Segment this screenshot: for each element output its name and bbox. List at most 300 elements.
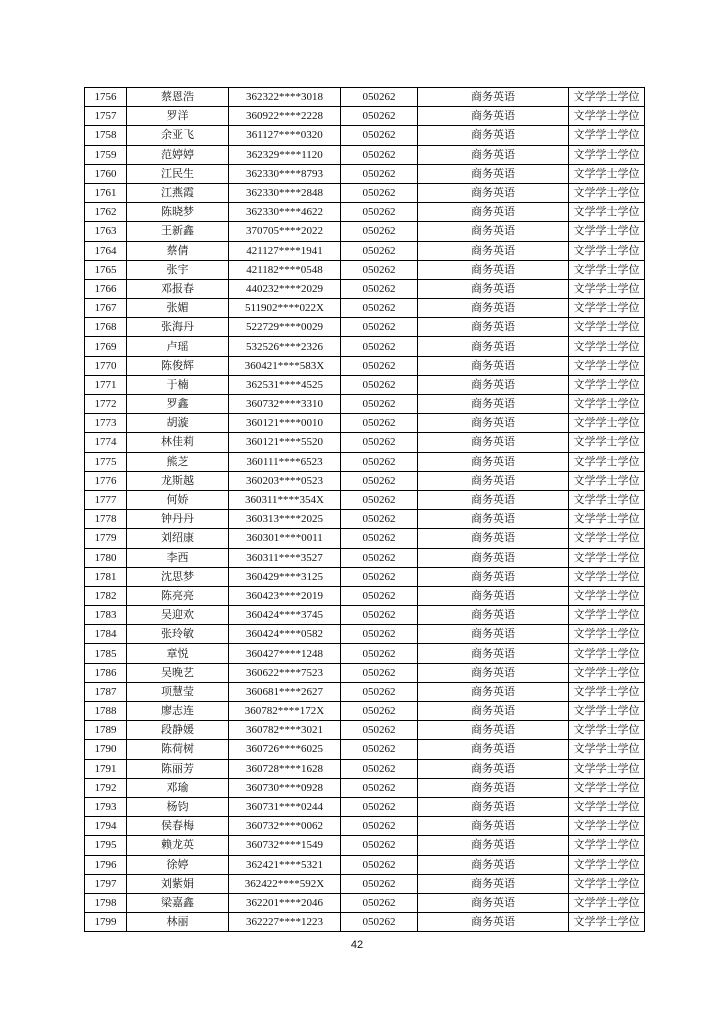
sequence-number-cell: 1778 bbox=[85, 510, 127, 529]
major-name-cell: 商务英语 bbox=[418, 606, 569, 625]
degree-cell: 文学学士学位 bbox=[569, 107, 645, 126]
table-row bbox=[85, 241, 645, 260]
degree-cell: 文学学士学位 bbox=[569, 145, 645, 164]
student-name-cell: 陈晓梦 bbox=[127, 203, 229, 222]
sequence-number-cell: 1781 bbox=[85, 567, 127, 586]
id-number-cell: 362330****4622 bbox=[229, 203, 341, 222]
table-row bbox=[85, 817, 645, 836]
sequence-number-cell: 1775 bbox=[85, 452, 127, 471]
major-name-cell: 商务英语 bbox=[418, 183, 569, 202]
sequence-number-cell: 1774 bbox=[85, 433, 127, 452]
major-name-cell: 商务英语 bbox=[418, 126, 569, 145]
id-number-cell: 360301****0011 bbox=[229, 529, 341, 548]
major-name-cell: 商务英语 bbox=[418, 913, 569, 932]
id-number-cell: 360732****1549 bbox=[229, 836, 341, 855]
major-name-cell: 商务英语 bbox=[418, 260, 569, 279]
major-name-cell: 商务英语 bbox=[418, 625, 569, 644]
student-name-cell: 张玲敏 bbox=[127, 625, 229, 644]
sequence-number-cell: 1795 bbox=[85, 836, 127, 855]
id-number-cell: 360782****172X bbox=[229, 702, 341, 721]
degree-cell: 文学学士学位 bbox=[569, 88, 645, 107]
major-code-cell: 050262 bbox=[341, 586, 418, 605]
roster-body bbox=[85, 88, 645, 932]
degree-cell: 文学学士学位 bbox=[569, 817, 645, 836]
major-name-cell: 商务英语 bbox=[418, 299, 569, 318]
degree-cell: 文学学士学位 bbox=[569, 222, 645, 241]
major-code-cell: 050262 bbox=[341, 337, 418, 356]
major-name-cell: 商务英语 bbox=[418, 759, 569, 778]
id-number-cell: 360726****6025 bbox=[229, 740, 341, 759]
major-code-cell: 050262 bbox=[341, 606, 418, 625]
student-name-cell: 徐婷 bbox=[127, 855, 229, 874]
major-code-cell: 050262 bbox=[341, 836, 418, 855]
table-row bbox=[85, 529, 645, 548]
degree-cell: 文学学士学位 bbox=[569, 682, 645, 701]
major-name-cell: 商务英语 bbox=[418, 356, 569, 375]
table-row bbox=[85, 88, 645, 107]
table-row bbox=[85, 836, 645, 855]
sequence-number-cell: 1760 bbox=[85, 164, 127, 183]
table-row bbox=[85, 318, 645, 337]
table-row bbox=[85, 107, 645, 126]
table-row bbox=[85, 356, 645, 375]
sequence-number-cell: 1794 bbox=[85, 817, 127, 836]
major-code-cell: 050262 bbox=[341, 663, 418, 682]
table-row bbox=[85, 414, 645, 433]
table-row bbox=[85, 395, 645, 414]
table-row bbox=[85, 548, 645, 567]
table-row bbox=[85, 490, 645, 509]
student-name-cell: 卢瑶 bbox=[127, 337, 229, 356]
sequence-number-cell: 1777 bbox=[85, 490, 127, 509]
sequence-number-cell: 1797 bbox=[85, 874, 127, 893]
student-name-cell: 蔡倩 bbox=[127, 241, 229, 260]
sequence-number-cell: 1798 bbox=[85, 893, 127, 912]
id-number-cell: 362329****1120 bbox=[229, 145, 341, 164]
student-name-cell: 侯春梅 bbox=[127, 817, 229, 836]
id-number-cell: 362227****1223 bbox=[229, 913, 341, 932]
degree-cell: 文学学士学位 bbox=[569, 356, 645, 375]
sequence-number-cell: 1768 bbox=[85, 318, 127, 337]
id-number-cell: 360728****1628 bbox=[229, 759, 341, 778]
major-code-cell: 050262 bbox=[341, 375, 418, 394]
sequence-number-cell: 1789 bbox=[85, 721, 127, 740]
degree-cell: 文学学士学位 bbox=[569, 318, 645, 337]
major-code-cell: 050262 bbox=[341, 893, 418, 912]
degree-cell: 文学学士学位 bbox=[569, 567, 645, 586]
major-code-cell: 050262 bbox=[341, 510, 418, 529]
degree-cell: 文学学士学位 bbox=[569, 625, 645, 644]
id-number-cell: 360622****7523 bbox=[229, 663, 341, 682]
major-code-cell: 050262 bbox=[341, 471, 418, 490]
major-name-cell: 商务英语 bbox=[418, 241, 569, 260]
major-code-cell: 050262 bbox=[341, 490, 418, 509]
student-name-cell: 段静媛 bbox=[127, 721, 229, 740]
student-name-cell: 余亚飞 bbox=[127, 126, 229, 145]
major-code-cell: 050262 bbox=[341, 548, 418, 567]
id-number-cell: 362422****592X bbox=[229, 874, 341, 893]
student-name-cell: 杨钧 bbox=[127, 797, 229, 816]
table-row bbox=[85, 702, 645, 721]
major-name-cell: 商务英语 bbox=[418, 721, 569, 740]
degree-roster-table bbox=[84, 87, 645, 932]
major-name-cell: 商务英语 bbox=[418, 145, 569, 164]
major-name-cell: 商务英语 bbox=[418, 740, 569, 759]
sequence-number-cell: 1773 bbox=[85, 414, 127, 433]
major-code-cell: 050262 bbox=[341, 567, 418, 586]
sequence-number-cell: 1782 bbox=[85, 586, 127, 605]
id-number-cell: 360421****583X bbox=[229, 356, 341, 375]
sequence-number-cell: 1799 bbox=[85, 913, 127, 932]
major-name-cell: 商务英语 bbox=[418, 490, 569, 509]
student-name-cell: 范婷婷 bbox=[127, 145, 229, 164]
major-name-cell: 商务英语 bbox=[418, 395, 569, 414]
table-row bbox=[85, 260, 645, 279]
degree-cell: 文学学士学位 bbox=[569, 260, 645, 279]
id-number-cell: 360730****0928 bbox=[229, 778, 341, 797]
student-name-cell: 廖志连 bbox=[127, 702, 229, 721]
degree-cell: 文学学士学位 bbox=[569, 299, 645, 318]
id-number-cell: 360922****2228 bbox=[229, 107, 341, 126]
major-code-cell: 050262 bbox=[341, 299, 418, 318]
major-name-cell: 商务英语 bbox=[418, 107, 569, 126]
student-name-cell: 胡漩 bbox=[127, 414, 229, 433]
sequence-number-cell: 1776 bbox=[85, 471, 127, 490]
degree-cell: 文学学士学位 bbox=[569, 471, 645, 490]
id-number-cell: 360681****2627 bbox=[229, 682, 341, 701]
degree-cell: 文学学士学位 bbox=[569, 586, 645, 605]
id-number-cell: 362330****2848 bbox=[229, 183, 341, 202]
degree-cell: 文学学士学位 bbox=[569, 279, 645, 298]
sequence-number-cell: 1783 bbox=[85, 606, 127, 625]
student-name-cell: 张宇 bbox=[127, 260, 229, 279]
id-number-cell: 440232****2029 bbox=[229, 279, 341, 298]
major-name-cell: 商务英语 bbox=[418, 510, 569, 529]
sequence-number-cell: 1786 bbox=[85, 663, 127, 682]
degree-cell: 文学学士学位 bbox=[569, 836, 645, 855]
major-name-cell: 商务英语 bbox=[418, 797, 569, 816]
table-row bbox=[85, 183, 645, 202]
table-row bbox=[85, 222, 645, 241]
id-number-cell: 360782****3021 bbox=[229, 721, 341, 740]
student-name-cell: 陈丽芳 bbox=[127, 759, 229, 778]
major-code-cell: 050262 bbox=[341, 241, 418, 260]
student-name-cell: 林佳莉 bbox=[127, 433, 229, 452]
sequence-number-cell: 1791 bbox=[85, 759, 127, 778]
major-name-cell: 商务英语 bbox=[418, 836, 569, 855]
sequence-number-cell: 1772 bbox=[85, 395, 127, 414]
student-name-cell: 章悦 bbox=[127, 644, 229, 663]
major-name-cell: 商务英语 bbox=[418, 644, 569, 663]
table-row bbox=[85, 337, 645, 356]
id-number-cell: 522729****0029 bbox=[229, 318, 341, 337]
student-name-cell: 熊芝 bbox=[127, 452, 229, 471]
degree-cell: 文学学士学位 bbox=[569, 874, 645, 893]
sequence-number-cell: 1785 bbox=[85, 644, 127, 663]
student-name-cell: 江民生 bbox=[127, 164, 229, 183]
degree-cell: 文学学士学位 bbox=[569, 778, 645, 797]
id-number-cell: 362330****8793 bbox=[229, 164, 341, 183]
major-name-cell: 商务英语 bbox=[418, 203, 569, 222]
major-code-cell: 050262 bbox=[341, 855, 418, 874]
major-name-cell: 商务英语 bbox=[418, 318, 569, 337]
student-name-cell: 陈亮亮 bbox=[127, 586, 229, 605]
sequence-number-cell: 1788 bbox=[85, 702, 127, 721]
major-name-cell: 商务英语 bbox=[418, 855, 569, 874]
major-name-cell: 商务英语 bbox=[418, 663, 569, 682]
id-number-cell: 362531****4525 bbox=[229, 375, 341, 394]
major-code-cell: 050262 bbox=[341, 318, 418, 337]
degree-cell: 文学学士学位 bbox=[569, 126, 645, 145]
major-name-cell: 商务英语 bbox=[418, 414, 569, 433]
id-number-cell: 421182****0548 bbox=[229, 260, 341, 279]
major-name-cell: 商务英语 bbox=[418, 682, 569, 701]
student-name-cell: 林丽 bbox=[127, 913, 229, 932]
student-name-cell: 罗洋 bbox=[127, 107, 229, 126]
student-name-cell: 张媚 bbox=[127, 299, 229, 318]
major-code-cell: 050262 bbox=[341, 817, 418, 836]
major-code-cell: 050262 bbox=[341, 222, 418, 241]
sequence-number-cell: 1758 bbox=[85, 126, 127, 145]
degree-cell: 文学学士学位 bbox=[569, 606, 645, 625]
id-number-cell: 360121****5520 bbox=[229, 433, 341, 452]
table-row bbox=[85, 874, 645, 893]
id-number-cell: 360423****2019 bbox=[229, 586, 341, 605]
student-name-cell: 龙斯越 bbox=[127, 471, 229, 490]
table-row bbox=[85, 778, 645, 797]
degree-cell: 文学学士学位 bbox=[569, 375, 645, 394]
table-row bbox=[85, 797, 645, 816]
id-number-cell: 370705****2022 bbox=[229, 222, 341, 241]
table-row bbox=[85, 375, 645, 394]
major-code-cell: 050262 bbox=[341, 759, 418, 778]
degree-cell: 文学学士学位 bbox=[569, 721, 645, 740]
student-name-cell: 蔡恩浩 bbox=[127, 88, 229, 107]
table-row bbox=[85, 567, 645, 586]
major-code-cell: 050262 bbox=[341, 203, 418, 222]
student-name-cell: 吴晚艺 bbox=[127, 663, 229, 682]
degree-cell: 文学学士学位 bbox=[569, 183, 645, 202]
major-code-cell: 050262 bbox=[341, 529, 418, 548]
major-name-cell: 商务英语 bbox=[418, 586, 569, 605]
id-number-cell: 362322****3018 bbox=[229, 88, 341, 107]
student-name-cell: 罗鑫 bbox=[127, 395, 229, 414]
sequence-number-cell: 1759 bbox=[85, 145, 127, 164]
degree-cell: 文学学士学位 bbox=[569, 414, 645, 433]
sequence-number-cell: 1766 bbox=[85, 279, 127, 298]
degree-cell: 文学学士学位 bbox=[569, 663, 645, 682]
student-name-cell: 钟丹丹 bbox=[127, 510, 229, 529]
sequence-number-cell: 1779 bbox=[85, 529, 127, 548]
id-number-cell: 360424****3745 bbox=[229, 606, 341, 625]
major-name-cell: 商务英语 bbox=[418, 874, 569, 893]
id-number-cell: 360732****3310 bbox=[229, 395, 341, 414]
id-number-cell: 360121****0010 bbox=[229, 414, 341, 433]
major-code-cell: 050262 bbox=[341, 452, 418, 471]
major-name-cell: 商务英语 bbox=[418, 222, 569, 241]
major-code-cell: 050262 bbox=[341, 874, 418, 893]
student-name-cell: 陈荷树 bbox=[127, 740, 229, 759]
table-row bbox=[85, 721, 645, 740]
student-name-cell: 江燕霞 bbox=[127, 183, 229, 202]
major-code-cell: 050262 bbox=[341, 702, 418, 721]
student-name-cell: 邓瑜 bbox=[127, 778, 229, 797]
major-code-cell: 050262 bbox=[341, 682, 418, 701]
major-name-cell: 商务英语 bbox=[418, 817, 569, 836]
major-code-cell: 050262 bbox=[341, 433, 418, 452]
major-code-cell: 050262 bbox=[341, 88, 418, 107]
id-number-cell: 421127****1941 bbox=[229, 241, 341, 260]
id-number-cell: 360427****1248 bbox=[229, 644, 341, 663]
major-name-cell: 商务英语 bbox=[418, 452, 569, 471]
degree-cell: 文学学士学位 bbox=[569, 529, 645, 548]
table-row bbox=[85, 433, 645, 452]
table-row bbox=[85, 682, 645, 701]
degree-cell: 文学学士学位 bbox=[569, 893, 645, 912]
id-number-cell: 360311****3527 bbox=[229, 548, 341, 567]
sequence-number-cell: 1767 bbox=[85, 299, 127, 318]
degree-cell: 文学学士学位 bbox=[569, 797, 645, 816]
student-name-cell: 项慧莹 bbox=[127, 682, 229, 701]
id-number-cell: 360731****0244 bbox=[229, 797, 341, 816]
degree-cell: 文学学士学位 bbox=[569, 203, 645, 222]
student-name-cell: 梁嘉鑫 bbox=[127, 893, 229, 912]
major-code-cell: 050262 bbox=[341, 260, 418, 279]
degree-cell: 文学学士学位 bbox=[569, 510, 645, 529]
sequence-number-cell: 1796 bbox=[85, 855, 127, 874]
major-name-cell: 商务英语 bbox=[418, 529, 569, 548]
table-row bbox=[85, 855, 645, 874]
table-row bbox=[85, 145, 645, 164]
degree-cell: 文学学士学位 bbox=[569, 433, 645, 452]
sequence-number-cell: 1784 bbox=[85, 625, 127, 644]
student-name-cell: 赖龙英 bbox=[127, 836, 229, 855]
major-name-cell: 商务英语 bbox=[418, 702, 569, 721]
degree-cell: 文学学士学位 bbox=[569, 740, 645, 759]
sequence-number-cell: 1757 bbox=[85, 107, 127, 126]
degree-cell: 文学学士学位 bbox=[569, 241, 645, 260]
id-number-cell: 360203****0523 bbox=[229, 471, 341, 490]
id-number-cell: 362421****5321 bbox=[229, 855, 341, 874]
table-row bbox=[85, 740, 645, 759]
degree-cell: 文学学士学位 bbox=[569, 452, 645, 471]
table-row bbox=[85, 586, 645, 605]
sequence-number-cell: 1769 bbox=[85, 337, 127, 356]
id-number-cell: 360424****0582 bbox=[229, 625, 341, 644]
table-row bbox=[85, 759, 645, 778]
major-name-cell: 商务英语 bbox=[418, 433, 569, 452]
id-number-cell: 360732****0062 bbox=[229, 817, 341, 836]
degree-cell: 文学学士学位 bbox=[569, 702, 645, 721]
student-name-cell: 张海丹 bbox=[127, 318, 229, 337]
major-code-cell: 050262 bbox=[341, 414, 418, 433]
student-name-cell: 刘绍康 bbox=[127, 529, 229, 548]
id-number-cell: 360313****2025 bbox=[229, 510, 341, 529]
major-name-cell: 商务英语 bbox=[418, 548, 569, 567]
sequence-number-cell: 1771 bbox=[85, 375, 127, 394]
student-name-cell: 王新鑫 bbox=[127, 222, 229, 241]
student-name-cell: 吴迎欢 bbox=[127, 606, 229, 625]
major-code-cell: 050262 bbox=[341, 395, 418, 414]
table-row bbox=[85, 893, 645, 912]
major-name-cell: 商务英语 bbox=[418, 88, 569, 107]
student-name-cell: 陈俊辉 bbox=[127, 356, 229, 375]
id-number-cell: 361127****0320 bbox=[229, 126, 341, 145]
major-code-cell: 050262 bbox=[341, 797, 418, 816]
student-name-cell: 沈思梦 bbox=[127, 567, 229, 586]
id-number-cell: 362201****2046 bbox=[229, 893, 341, 912]
sequence-number-cell: 1764 bbox=[85, 241, 127, 260]
student-name-cell: 邓报春 bbox=[127, 279, 229, 298]
major-name-cell: 商务英语 bbox=[418, 567, 569, 586]
table-row bbox=[85, 510, 645, 529]
sequence-number-cell: 1756 bbox=[85, 88, 127, 107]
major-code-cell: 050262 bbox=[341, 145, 418, 164]
major-code-cell: 050262 bbox=[341, 356, 418, 375]
id-number-cell: 360429****3125 bbox=[229, 567, 341, 586]
table-row bbox=[85, 625, 645, 644]
degree-cell: 文学学士学位 bbox=[569, 855, 645, 874]
table-row bbox=[85, 299, 645, 318]
id-number-cell: 532526****2326 bbox=[229, 337, 341, 356]
student-name-cell: 李西 bbox=[127, 548, 229, 567]
degree-cell: 文学学士学位 bbox=[569, 548, 645, 567]
major-name-cell: 商务英语 bbox=[418, 279, 569, 298]
table-row bbox=[85, 203, 645, 222]
id-number-cell: 511902****022X bbox=[229, 299, 341, 318]
major-name-cell: 商务英语 bbox=[418, 337, 569, 356]
id-number-cell: 360311****354X bbox=[229, 490, 341, 509]
degree-cell: 文学学士学位 bbox=[569, 644, 645, 663]
table-row bbox=[85, 452, 645, 471]
sequence-number-cell: 1792 bbox=[85, 778, 127, 797]
sequence-number-cell: 1790 bbox=[85, 740, 127, 759]
student-name-cell: 何娇 bbox=[127, 490, 229, 509]
degree-cell: 文学学士学位 bbox=[569, 759, 645, 778]
major-code-cell: 050262 bbox=[341, 126, 418, 145]
id-number-cell: 360111****6523 bbox=[229, 452, 341, 471]
major-code-cell: 050262 bbox=[341, 778, 418, 797]
major-code-cell: 050262 bbox=[341, 183, 418, 202]
table-row bbox=[85, 279, 645, 298]
major-code-cell: 050262 bbox=[341, 740, 418, 759]
major-name-cell: 商务英语 bbox=[418, 164, 569, 183]
sequence-number-cell: 1765 bbox=[85, 260, 127, 279]
table-row bbox=[85, 126, 645, 145]
table-row bbox=[85, 471, 645, 490]
degree-cell: 文学学士学位 bbox=[569, 490, 645, 509]
student-name-cell: 于楠 bbox=[127, 375, 229, 394]
table-row bbox=[85, 913, 645, 932]
major-code-cell: 050262 bbox=[341, 644, 418, 663]
degree-cell: 文学学士学位 bbox=[569, 337, 645, 356]
table-row bbox=[85, 606, 645, 625]
major-code-cell: 050262 bbox=[341, 279, 418, 298]
major-name-cell: 商务英语 bbox=[418, 778, 569, 797]
major-name-cell: 商务英语 bbox=[418, 893, 569, 912]
sequence-number-cell: 1787 bbox=[85, 682, 127, 701]
degree-cell: 文学学士学位 bbox=[569, 395, 645, 414]
major-code-cell: 050262 bbox=[341, 625, 418, 644]
page-number: 42 bbox=[350, 939, 364, 951]
table-row bbox=[85, 663, 645, 682]
major-code-cell: 050262 bbox=[341, 164, 418, 183]
sequence-number-cell: 1770 bbox=[85, 356, 127, 375]
degree-cell: 文学学士学位 bbox=[569, 164, 645, 183]
major-code-cell: 050262 bbox=[341, 913, 418, 932]
table-row bbox=[85, 164, 645, 183]
major-name-cell: 商务英语 bbox=[418, 375, 569, 394]
